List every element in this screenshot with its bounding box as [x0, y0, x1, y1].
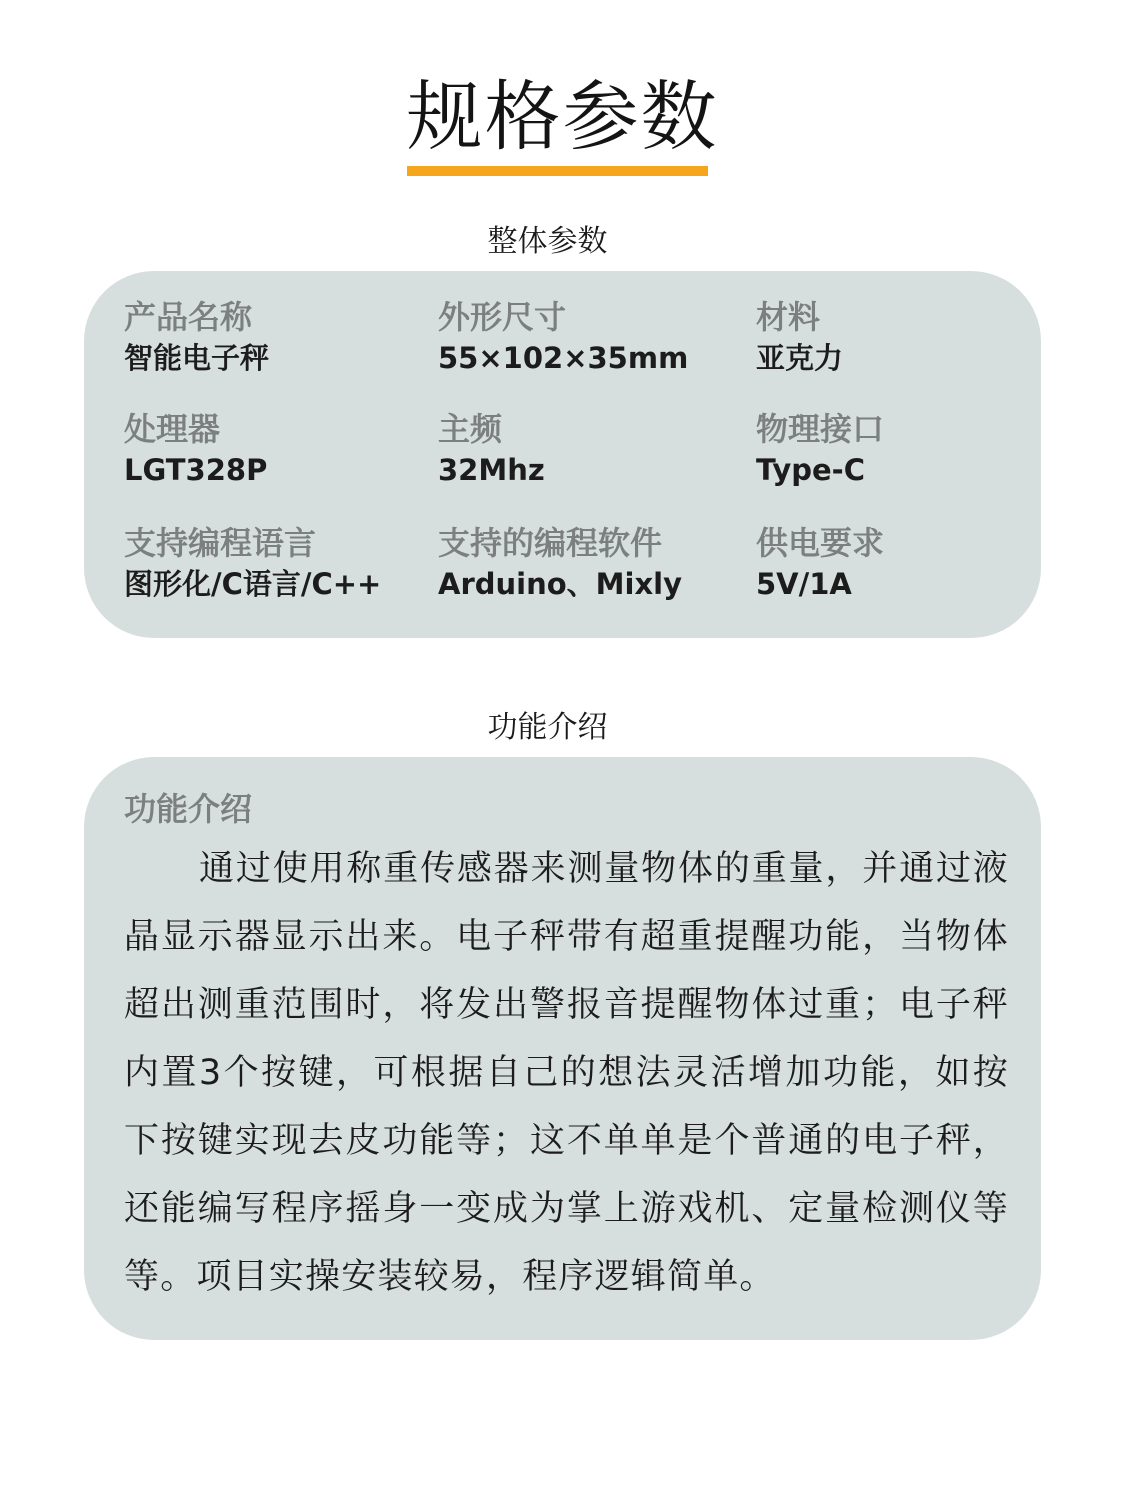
- spec-value: LGT328P: [124, 453, 268, 487]
- spec-value: 智能电子秤: [124, 341, 270, 375]
- spec-label: 处理器: [124, 410, 221, 448]
- spec-product-name: [124, 297, 269, 377]
- spec-label: 物理接口: [756, 410, 885, 448]
- features-panel: [84, 757, 1041, 1340]
- spec-value: Arduino、Mixly: [438, 567, 683, 601]
- spec-label: 产品名称: [124, 298, 253, 336]
- spec-languages: [124, 523, 381, 603]
- spec-label: 主频: [438, 410, 503, 448]
- spec-label: 材料: [756, 298, 821, 336]
- spec-value: 图形化/C语言/C++: [124, 567, 382, 601]
- spec-value: 亚克力: [756, 341, 844, 375]
- spec-label: 供电要求: [756, 524, 885, 562]
- spec-value: 32Mhz: [438, 453, 545, 487]
- spec-power: [756, 523, 884, 603]
- spec-software: [438, 523, 682, 603]
- page-title: 规格参数: [406, 72, 719, 161]
- spec-value: Type-C: [756, 453, 865, 487]
- spec-material: [756, 297, 843, 377]
- spec-frequency: [438, 409, 545, 489]
- spec-dimensions: [438, 297, 688, 377]
- spec-value: 55×102×35mm: [438, 341, 689, 375]
- title-underline: [407, 166, 708, 176]
- features-description: 通过使用称重传感器来测量物体的重量，并通过液晶显示器显示出来。电子秤带有超重提醒功能，当物体超出测重范围时，将发出警报音提醒物体过重；电子秤内置3个按键，可根据自己的想法灵活增加功能，如按下按键实现去皮功能等；这不单单是个普通的电子秤，还能编写程序摇身一变成为掌上游戏机、定量检测仪等等。项目实操安装较易，程序逻辑简单。: [124, 849, 1009, 1297]
- spec-label: 支持的编程软件: [438, 524, 663, 562]
- spec-interface: [756, 409, 884, 489]
- spec-panel: [84, 271, 1041, 638]
- spec-value: 5V/1A: [756, 567, 852, 601]
- spec-label: 支持编程语言: [124, 524, 317, 562]
- features-section-heading: 功能介绍: [487, 710, 608, 745]
- spec-processor: [124, 409, 267, 489]
- features-panel-label: 功能介绍: [124, 790, 253, 828]
- overall-section-heading: 整体参数: [487, 224, 608, 259]
- spec-label: 外形尺寸: [438, 298, 567, 336]
